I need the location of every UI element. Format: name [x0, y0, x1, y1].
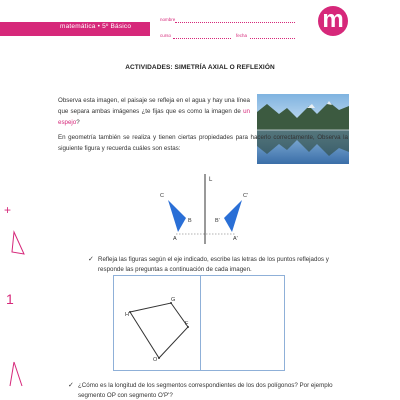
symmetry-figure — [150, 172, 260, 247]
date-line[interactable] — [250, 38, 295, 39]
subject-label: matemática • 5º Básico — [60, 23, 132, 30]
triangle-right — [224, 200, 242, 232]
margin-decorations — [0, 180, 30, 400]
compass-icon — [14, 362, 22, 386]
vertex-h — [129, 311, 131, 313]
triangle-icon — [12, 232, 24, 254]
name-label: nombre — [160, 17, 176, 22]
label-g: G — [171, 297, 176, 303]
label-b-prime: B' — [215, 218, 220, 224]
course-line[interactable] — [173, 38, 231, 39]
number-one-icon: 1 — [6, 291, 14, 307]
triangle-left — [168, 200, 186, 232]
intro-paragraph — [58, 95, 250, 128]
brand-logo: m — [318, 6, 348, 36]
label-a-prime: A' — [233, 236, 238, 242]
geometry-paragraph: En geometría también se realiza y tienen ciertas propiedades para hacerlo correctamente, Observa la siguiente figura y recuerda cuáles son estas: — [58, 134, 348, 152]
label-c-prime: C' — [243, 193, 249, 199]
course-label: curso — [160, 33, 172, 38]
axis-label: L — [209, 177, 213, 183]
worksheet-title: ACTIVIDADES: SIMETRÍA AXIAL O REFLEXIÓN — [125, 64, 275, 71]
intro-highlight: un espejo — [58, 108, 250, 126]
label-c: C — [160, 193, 164, 199]
label-o: O — [153, 357, 158, 363]
vertex-o — [158, 357, 160, 359]
label-h: H — [125, 312, 129, 318]
intro-text: Observa esta imagen, el paisaje se refleja en el agua y hay una línea que separa ambas imágenes ¿te fijas que es como la imagen de — [58, 97, 250, 115]
question-1: ¿Cómo es la longitud de los segmentos correspondientes de los dos polígonos? Por ejemplo segmento OP con segmento O'P'? — [78, 382, 333, 399]
date-label: fecha — [236, 33, 248, 38]
check-icon: ✓ — [88, 256, 94, 263]
label-b: B — [188, 218, 192, 224]
name-line[interactable] — [175, 22, 295, 23]
polygon-figure — [113, 275, 200, 371]
label-a: A — [173, 236, 177, 242]
grid-axis — [200, 275, 201, 371]
plus-icon: + — [4, 203, 12, 217]
quadrilateral — [130, 303, 188, 358]
label-f: F — [185, 321, 189, 327]
check-icon-2: ✓ — [68, 382, 74, 389]
instruction-1: Refleja las figuras según el eje indicado, escribe las letras de los puntos reflejados y responde las preguntas a continuación de cada imagen. — [98, 256, 329, 273]
intro-end: ? — [76, 119, 80, 126]
